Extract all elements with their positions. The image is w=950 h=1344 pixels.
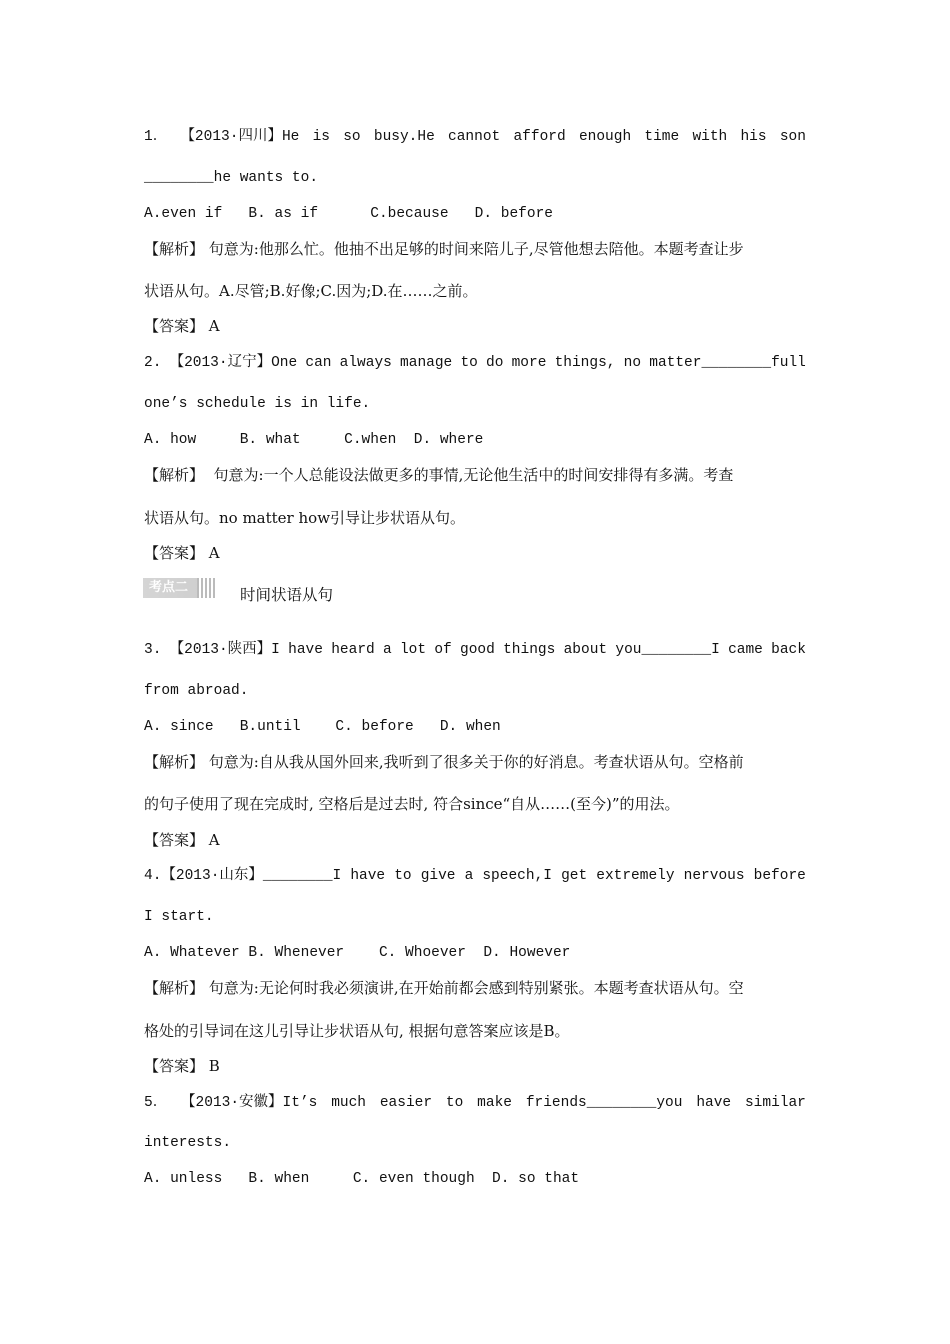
q4-stem-line2: I start. bbox=[144, 909, 214, 925]
q3-stem-line2: from abroad. bbox=[144, 683, 249, 699]
q3-answer: 【答案】 A bbox=[144, 831, 220, 849]
q1-stem-line1: 1． 【2013·四川】He is so busy.He cannot afford enough time with his son bbox=[144, 129, 806, 145]
section-title: 时间状语从句 bbox=[240, 586, 334, 604]
q1-stem-line2: ________he wants to. bbox=[144, 170, 319, 186]
q2-analysis-line1: 【解析】 句意为:一个人总能设法做更多的事情,无论他生活中的时间安排得有多满。考查 bbox=[144, 466, 734, 484]
q4-options: A. Whatever B. Whenever C. Whoever D. However bbox=[144, 945, 571, 961]
q2-stem-line1: 2. 【2013·辽宁】One can always manage to do more things, no matter________full bbox=[144, 355, 806, 371]
q4-analysis-line1: 【解析】 句意为:无论何时我必须演讲,在开始前都会感到特别紧张。本题考查状语从句。空 bbox=[144, 979, 744, 997]
q2-analysis-line2: 状语从句。no matter how引导让步状语从句。 bbox=[144, 509, 466, 527]
q5-stem-line2: interests. bbox=[144, 1135, 232, 1151]
q3-analysis-line1: 【解析】 句意为:自从我从国外回来,我听到了很多关于你的好消息。考查状语从句。空格前 bbox=[144, 753, 744, 771]
q5-stem-line1: 5． 【2013·安徽】It’s much easier to make friends________you have similar bbox=[144, 1095, 806, 1111]
q2-answer: 【答案】 A bbox=[144, 544, 220, 562]
q1-analysis-line2: 状语从句。A.尽管;B.好像;C.因为;D.在……之前。 bbox=[144, 282, 478, 300]
section-badge-stripes bbox=[197, 578, 215, 598]
section-badge: 考点二 bbox=[143, 578, 213, 598]
q3-stem-line1: 3. 【2013·陕西】I have heard a lot of good things about you________I came back bbox=[144, 642, 806, 658]
q3-options: A. since B.until C. before D. when bbox=[144, 719, 501, 735]
q1-options: A.even if B. as if C.because D. before bbox=[144, 206, 553, 222]
q4-analysis-line2: 格处的引导词在这儿引导让步状语从句, 根据句意答案应该是B。 bbox=[144, 1022, 570, 1040]
q3-analysis-line2: 的句子使用了现在完成时, 空格后是过去时, 符合since“自从……(至今)”的用法。 bbox=[144, 795, 680, 813]
q2-options: A. how B. what C.when D. where bbox=[144, 432, 484, 448]
q1-answer: 【答案】 A bbox=[144, 317, 220, 335]
q1-analysis-line1: 【解析】 句意为:他那么忙。他抽不出足够的时间来陪儿子,尽管他想去陪他。本题考查让步 bbox=[144, 240, 744, 258]
q5-options: A. unless B. when C. even though D. so that bbox=[144, 1171, 580, 1187]
q4-answer: 【答案】 B bbox=[144, 1057, 220, 1075]
q2-stem-line2: one’s schedule is in life. bbox=[144, 396, 371, 412]
q4-stem-line1: 4.【2013·山东】________I have to give a speech,I get extremely nervous before bbox=[144, 868, 806, 884]
